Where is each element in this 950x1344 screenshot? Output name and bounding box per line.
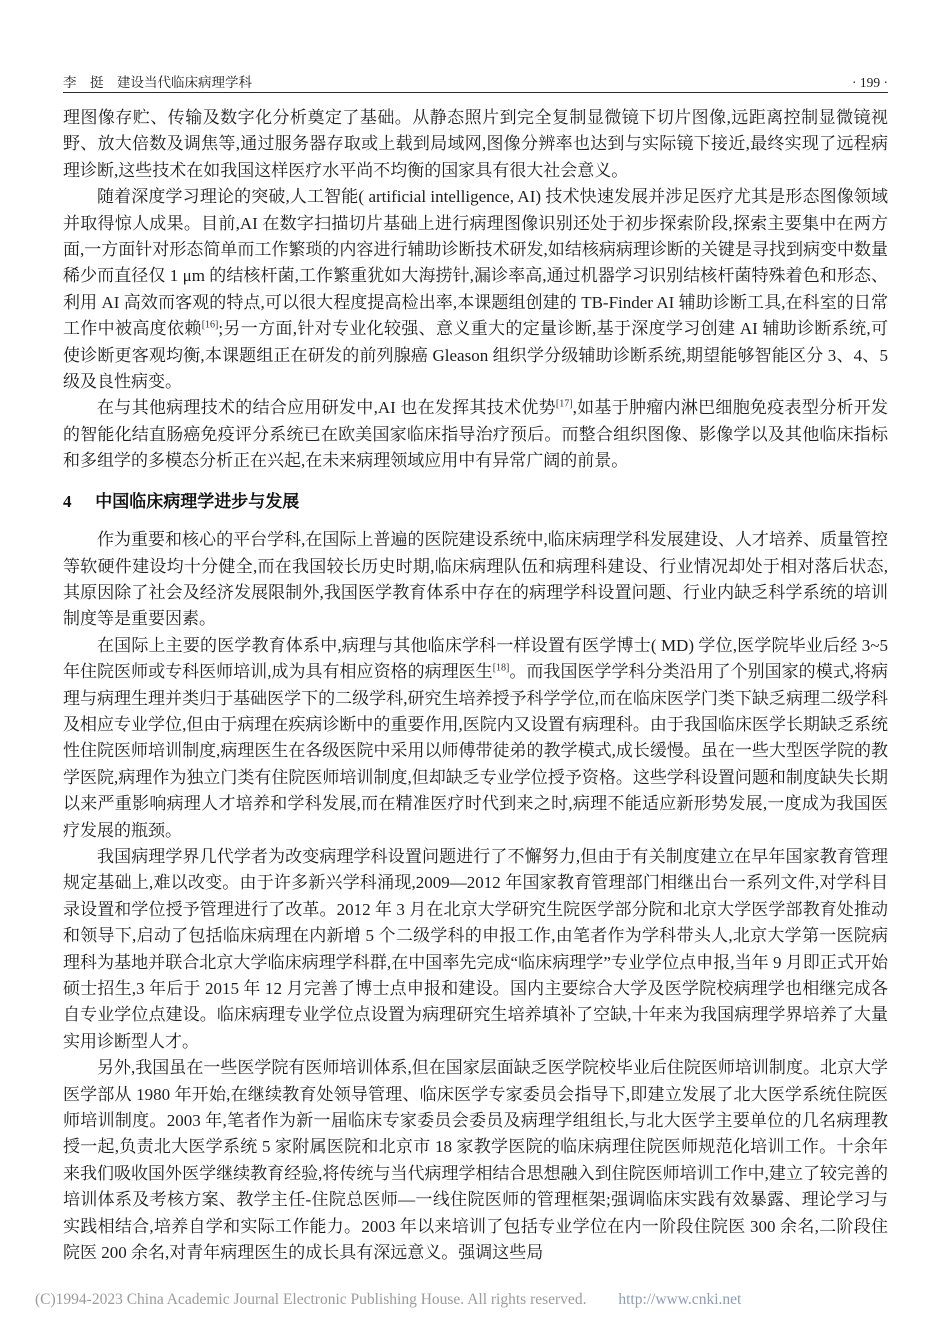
section-heading bbox=[63, 489, 888, 515]
paragraph-text: ,如基于肿瘤内淋巴细胞免疫表型分析开发的智能化结直肠癌免疫评分系统已在欧美国家临床指导治疗预后。而整合组织图像、影像学以及其他临床指标和多组学的多模态分析正在兴起,在未来病理领域应用中有异常广阔的前景。 bbox=[63, 398, 888, 471]
paragraph-text: 另外,我国虽在一些医学院有医师培训体系,但在国家层面缺乏医学院校毕业后住院医师培训制度。北京大学医学部从 1980 年开始,在继续教育处领导管理、临床医学专家委员会指导下,即建立发展了北大医学系统住院医师培训制度。2003 年,笔者作为新一届临床专家委员会委员及病理学组组长,与北大医学主要单位的几名病理教授一起,负责北大医学系统 5 家附属医院和北京市 18 家教学医院的临床病理住院医师规范化培训工作。十余年来我们吸收国外医学继续教育经验,将传统与当代病理学相结合思想融入到住院医师培训工作中,建立了较完善的培训体系及考核方案、教学主任-住院总医师—一线住院医师的管理框架;强调临床实践有效暴露、理论学习与实践相结合,培养自学和实际工作能力。2003 年以来培训了包括专业学位在内一阶段住院医 300 余名,二阶段住院医 200 余名,对青年病理医生的成长具有深远意义。强调这些局 bbox=[63, 1058, 888, 1263]
section-number: 4 bbox=[63, 491, 72, 511]
page-number: · 199 · bbox=[852, 75, 888, 90]
header-rule bbox=[63, 92, 888, 93]
paragraph bbox=[63, 844, 888, 1055]
paragraph-text: 理图像存贮、传输及数字化分析奠定了基础。从静态照片到完全复制显微镜下切片图像,远距离控制显微镜视野、放大倍数及调焦等,通过服务器存取或上载到局域网,图像分辨率也达到与实际镜下接近,最终实现了远程病理诊断,这些技术在如我国这样医疗水平尚不均衡的国家具有很大社会意义。 bbox=[63, 108, 888, 180]
paragraph bbox=[63, 527, 888, 633]
paragraph-text: 作为重要和核心的平台学科,在国际上普遍的医院建设系统中,临床病理学科发展建设、人才培养、质量管控等软硬件建设均十分健全,而在我国较长历史时期,临床病理队伍和病理科建设、行业情况却处于相对落后状态,其原因除了社会及经济发展限制外,我国医学教育体系中存在的病理学科设置问题、行业内缺乏科学系统的培训制度等是重要因素。 bbox=[63, 530, 888, 629]
paragraph-text: 在与其他病理技术的结合应用研发中,AI 也在发挥其技术优势 bbox=[97, 398, 556, 418]
copyright-text: (C)1994-2023 China Academic Journal Electronic Publishing House. All rights reserved. bbox=[35, 1291, 587, 1308]
article-body bbox=[63, 105, 888, 1266]
section-title: 中国临床病理学进步与发展 bbox=[95, 491, 300, 511]
paragraph bbox=[63, 395, 888, 474]
paragraph bbox=[63, 105, 888, 184]
paragraph bbox=[63, 633, 888, 844]
page-footer bbox=[35, 1291, 741, 1309]
reference-superscript: [18] bbox=[492, 662, 510, 674]
running-title: 李 挺 建设当代临床病理学科 bbox=[63, 75, 252, 90]
paragraph-text: 随着深度学习理论的突破,人工智能( artificial intelligence, AI) 技术快速发展并涉足医疗尤其是形态图像领域并取得惊人成果。目前,AI 在数字扫描切片基础上进行病理图像识别还处于初步探索阶段,探索主要集中在两方面,一方面针对形态简单而工作繁琐的内容进行辅助诊断技术研发,如结核病病理诊断的关键是寻找到病变中数量稀少而直径仅 1 μm 的结核杆菌,工作繁重犹如大海捞针,漏诊率高,通过机器学习识别结核杆菌特殊着色和形态、利用 AI 高效而客观的特点,可以很大程度提高检出率,本课题组创建的 TB-Finder AI 辅助诊断工具,在科室的日常工作中被高度依赖 bbox=[63, 187, 888, 339]
running-header bbox=[63, 71, 888, 91]
paragraph bbox=[63, 184, 888, 395]
paragraph bbox=[63, 1055, 888, 1266]
paragraph-text: 在国际上主要的医学教育体系中,病理与其他临床学科一样设置有医学博士( MD) 学位,医学院毕业后经 3~5 年住院医师或专科医师培训,成为具有相应资格的病理医生 bbox=[63, 635, 888, 682]
reference-superscript: [16] bbox=[201, 319, 219, 331]
paragraph-text: ;另一方面,针对专业化较强、意义重大的定量诊断,基于深度学习创建 AI 辅助诊断系统,可使诊断更客观均衡,本课题组正在研发的前列腺癌 Gleason 组织学分级辅助诊断系统,期望能够智能区分 3、4、5 级及良性病变。 bbox=[63, 319, 888, 392]
paragraph-text: 我国病理学界几代学者为改变病理学科设置问题进行了不懈努力,但由于有关制度建立在早年国家教育管理规定基础上,难以改变。由于许多新兴学科涌现,2009—2012 年国家教育管理部门相继出台一系列文件,对学科目录设置和学位授予管理进行了改革。2012 年 3 月在北京大学研究生院医学部分院和北京大学医学部教育处推动和领导下,启动了包括临床病理在内新增 5 个二级学科的申报工作,由笔者作为学科带头人,北京大学第一医院病理科为基地并联合北京大学临床病理学科群,在中国率先完成“临床病理学”专业学位点申报,当年 9 月即正式开始硕士招生,3 年后于 2015 年 12 月完善了博士点申报和建设。国内主要综合大学及医学院校病理学也相继完成各自专业学位点建设。临床病理专业学位点设置为病理研究生培养填补了空缺,十年来为我国病理学界培养了大量实用诊断型人才。 bbox=[63, 846, 888, 1051]
cnki-url: http://www.cnki.net bbox=[618, 1291, 742, 1308]
paragraph-text: 。而我国医学学科分类沿用了个别国家的模式,将病理与病理生理并类归于基础医学下的二级学科,研究生培养授予科学学位,而在临床医学门类下缺乏病理二级学科及相应专业学位,但由于病理在疾病诊断中的重要作用,医院内又设置有病理科。由于我国临床医学长期缺乏系统性住院医师培训制度,病理医生在各级医院中采用以师傅带徒弟的教学模式,成长缓慢。虽在一些大型医学院的教学医院,病理作为独立门类有住院医师培训制度,但却缺乏专业学位授予资格。这些学科设置问题和制度缺失长期以来严重影响病理人才培养和学科发展,而在精准医疗时代到来之时,病理不能适应新形势发展,一度成为我国医疗发展的瓶颈。 bbox=[63, 662, 889, 840]
reference-superscript: [17] bbox=[555, 398, 573, 410]
